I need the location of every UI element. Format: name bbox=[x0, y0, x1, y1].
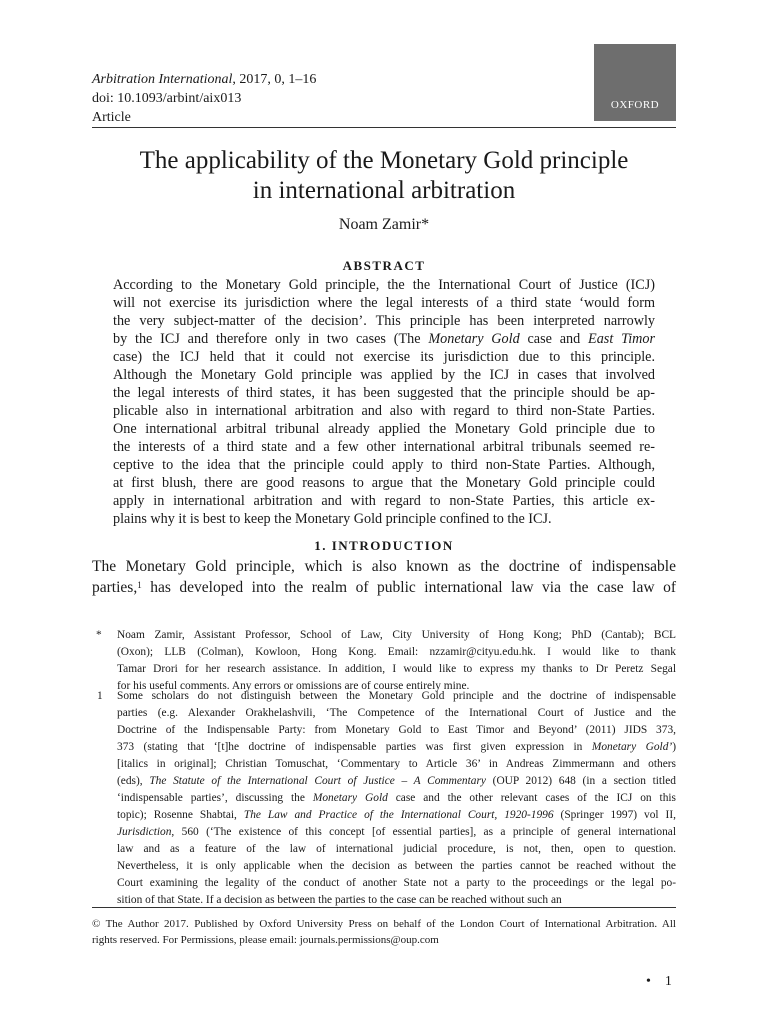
footnote-star-line bbox=[117, 661, 676, 678]
abstract-text: apply in international arbitration and with regard to non-State Parties, this article ex- bbox=[113, 493, 655, 509]
footnote-1-italic: Jurisdiction bbox=[117, 826, 172, 838]
footnote-star-text: for his useful comments. Any errors or omissions are of course entirely mine. bbox=[117, 680, 470, 692]
footnote-1-line bbox=[117, 790, 676, 807]
journal-header bbox=[92, 70, 316, 127]
footnote-1-italic: Monetary Gold bbox=[312, 792, 388, 804]
header-divider bbox=[92, 127, 676, 128]
abstract-line bbox=[113, 384, 655, 402]
footnote-1-text: case and the other relevant cases of the ICJ on this bbox=[387, 792, 676, 804]
footnote-1-text: (eds), bbox=[117, 775, 150, 787]
footnote-1-text: (OUP 2012) 648 (in a section titled bbox=[485, 775, 676, 787]
abstract-text: case and bbox=[519, 331, 589, 347]
abstract-line bbox=[113, 438, 655, 456]
footnote-1-text: [italics in original]; Christian Tomuschat, ‘Commentary to Article 36’ in Andreas Zimmermann and others bbox=[117, 758, 676, 770]
abstract-line bbox=[113, 276, 655, 294]
abstract-line bbox=[113, 402, 655, 420]
footnote-star-text: Tamar Drori for her research assistance. In addition, I would like to express my thanks to Dr Peretz Segal bbox=[117, 663, 676, 675]
abstract-text: at first blush, there are good reasons to argue that the Monetary Gold principle could bbox=[113, 475, 655, 491]
abstract-text: the interests of a third state and a few other international arbitral tribunals seemed re- bbox=[113, 439, 655, 455]
abstract-line bbox=[113, 366, 655, 384]
author-name: Noam Zamir* bbox=[338, 216, 430, 233]
abstract-line bbox=[113, 492, 655, 510]
abstract-text: the very subject-matter of the decision’. This principle has been interpreted narrowly bbox=[113, 313, 655, 329]
copyright-text: © The Author 2017. Published by Oxford University Press on behalf of the London Court of International Arbitration. All bbox=[92, 918, 676, 930]
abstract-text: plains why it is best to keep the Monetary Gold principle confined to the ICJ. bbox=[113, 511, 552, 527]
journal-name: Arbitration International bbox=[92, 72, 233, 87]
footnote-1-italic: Monetary Gold’ bbox=[591, 741, 673, 753]
abstract-line bbox=[113, 294, 655, 312]
copyright-line bbox=[92, 916, 676, 932]
footnote-1-line bbox=[117, 858, 676, 875]
title-line-2: in international arbitration bbox=[252, 177, 516, 204]
footnote-1-line bbox=[117, 773, 676, 790]
footnote-1-text: 373 (stating that ‘[t]he doctrine of indispensable parties was first given expression in bbox=[117, 741, 592, 753]
footnote-star-mark: * bbox=[96, 629, 102, 641]
oxford-logo bbox=[594, 44, 676, 121]
footnote-1-text: parties (e.g. Alexander Orakhelashvili, ‘The Competence of the International Court of Justice and the bbox=[117, 707, 676, 719]
footnote-1 bbox=[0, 688, 768, 906]
abstract-italic: East Timor bbox=[588, 331, 655, 347]
footnote-1-text: ) bbox=[672, 741, 676, 753]
copyright-notice bbox=[92, 916, 676, 948]
footnote-star-text: (Oxon); LLB (Colman), Kowloon, Hong Kong. Email: nzzamir@cityu.edu.hk. I would like to thank bbox=[117, 646, 676, 658]
intro-line-2 bbox=[92, 577, 676, 598]
copyright-text: rights reserved. For Permissions, please email: journals.permissions@oup.com bbox=[92, 934, 439, 946]
intro-line-1: The Monetary Gold principle, which is also known as the doctrine of indispensable bbox=[92, 558, 676, 575]
footnote-star-line bbox=[117, 644, 676, 661]
page-bullet: • bbox=[646, 974, 651, 989]
abstract-line bbox=[113, 348, 655, 366]
article-type: Article bbox=[92, 110, 131, 125]
abstract-text: will not exercise its jurisdiction where the legal interests of a third state ‘would form bbox=[113, 295, 655, 311]
footnote-star-line bbox=[117, 627, 676, 644]
abstract-text: case) the ICJ held that it could not exercise its jurisdiction due to this principle. bbox=[113, 349, 655, 365]
page-number-value: 1 bbox=[664, 974, 672, 989]
introduction-heading: 1. INTRODUCTION bbox=[314, 538, 454, 553]
copyright-line bbox=[92, 932, 676, 948]
abstract-line bbox=[113, 420, 655, 438]
abstract-text: ceptive to the idea that the principle could apply to third non-State Parties. Although, bbox=[113, 457, 655, 473]
footnote-1-line bbox=[117, 807, 676, 824]
footnote-1-line bbox=[117, 875, 676, 892]
page-number bbox=[646, 974, 672, 990]
footnote-star-text: Noam Zamir, Assistant Professor, School of Law, City University of Hong Kong; PhD (Cantab); BCL bbox=[117, 629, 676, 641]
footnote-1-text: law and as a feature of the law of international judicial procedure, is not, then, open to question. bbox=[117, 843, 676, 855]
abstract-body bbox=[113, 276, 655, 528]
footnote-1-line bbox=[117, 824, 676, 841]
article-title bbox=[92, 146, 676, 206]
doi[interactable]: doi: 10.1093/arbint/aix013 bbox=[92, 91, 242, 106]
footnote-1-line bbox=[117, 756, 676, 773]
abstract-text: According to the Monetary Gold principle, the the International Court of Justice (ICJ) bbox=[113, 277, 655, 293]
footnote-1-text: Some scholars do not distinguish between the Monetary Gold principle and the doctrine of indispensable bbox=[117, 690, 676, 702]
abstract-line bbox=[113, 312, 655, 330]
abstract-text: plicable also in international arbitration and also with regard to third non-State Parties. bbox=[113, 403, 655, 419]
footnote-1-line bbox=[117, 722, 676, 739]
footnote-1-mark: 1 bbox=[97, 690, 103, 702]
footnote-star-text bbox=[117, 627, 676, 695]
abstract-text: Although the Monetary Gold principle was applied by the ICJ in cases that involved bbox=[113, 367, 655, 383]
footnote-1-line bbox=[117, 688, 676, 705]
footnote-1-text: topic); Rosenne Shabtai, bbox=[117, 809, 244, 821]
abstract-text: One international arbitral tribunal already applied the Monetary Gold principle due to bbox=[113, 421, 655, 437]
footnote-ref-1[interactable]: 1 bbox=[137, 580, 142, 590]
intro-text-a: parties, bbox=[92, 579, 138, 596]
footnote-1-text: sition of that State. If a decision as between the parties to the case can be reached without such an bbox=[117, 894, 562, 906]
footnote-1-text: Court examining the legality of the conduct of another State not a party to the proceedings or the legal po- bbox=[117, 877, 676, 889]
footnote-1-text: , 560 (‘The existence of this concept [of essential parties], as a principle of general international bbox=[171, 826, 676, 838]
footnote-star bbox=[0, 627, 768, 697]
abstract-heading: ABSTRACT bbox=[342, 258, 426, 273]
title-line-1: The applicability of the Monetary Gold principle bbox=[139, 147, 629, 174]
footnote-1-line bbox=[117, 739, 676, 756]
abstract-line bbox=[113, 474, 655, 492]
oxford-logo-text: OXFORD bbox=[610, 99, 660, 111]
abstract-line bbox=[113, 456, 655, 474]
abstract-line bbox=[113, 330, 655, 348]
abstract-line bbox=[113, 510, 655, 528]
footnote-1-text: ‘indispensable parties’, discussing the bbox=[117, 792, 313, 804]
abstract-italic: Monetary Gold bbox=[428, 331, 520, 347]
abstract-text: the legal interests of third states, it has been suggested that the principle should be ap- bbox=[113, 385, 655, 401]
intro-text-b: has developed into the realm of public international law via the case law of bbox=[141, 579, 676, 596]
footnote-1-text bbox=[117, 688, 676, 909]
footer-divider bbox=[92, 907, 676, 908]
footnote-1-text: (Springer 1997) vol II, bbox=[553, 809, 676, 821]
footnote-1-italic: The Statute of the International Court of Justice – A Commentary bbox=[149, 775, 486, 787]
footnote-1-text: Doctrine of the Indispensable Party: from Monetary Gold to East Timor and Beyond’ (2011) JIDS 373, bbox=[117, 724, 676, 736]
footnote-1-line bbox=[117, 705, 676, 722]
footnote-1-line bbox=[117, 841, 676, 858]
abstract-text: by the ICJ and therefore only in two cases (The bbox=[113, 331, 429, 347]
introduction-body bbox=[92, 556, 676, 598]
footnote-1-text: Nevertheless, it is only applicable when the decision as between the parties cannot be reached without the bbox=[117, 860, 676, 872]
journal-citation bbox=[92, 70, 316, 89]
footnote-1-italic: The Law and Practice of the International Court, 1920-1996 bbox=[243, 809, 554, 821]
journal-volume: , 2017, 0, 1–16 bbox=[232, 72, 317, 87]
